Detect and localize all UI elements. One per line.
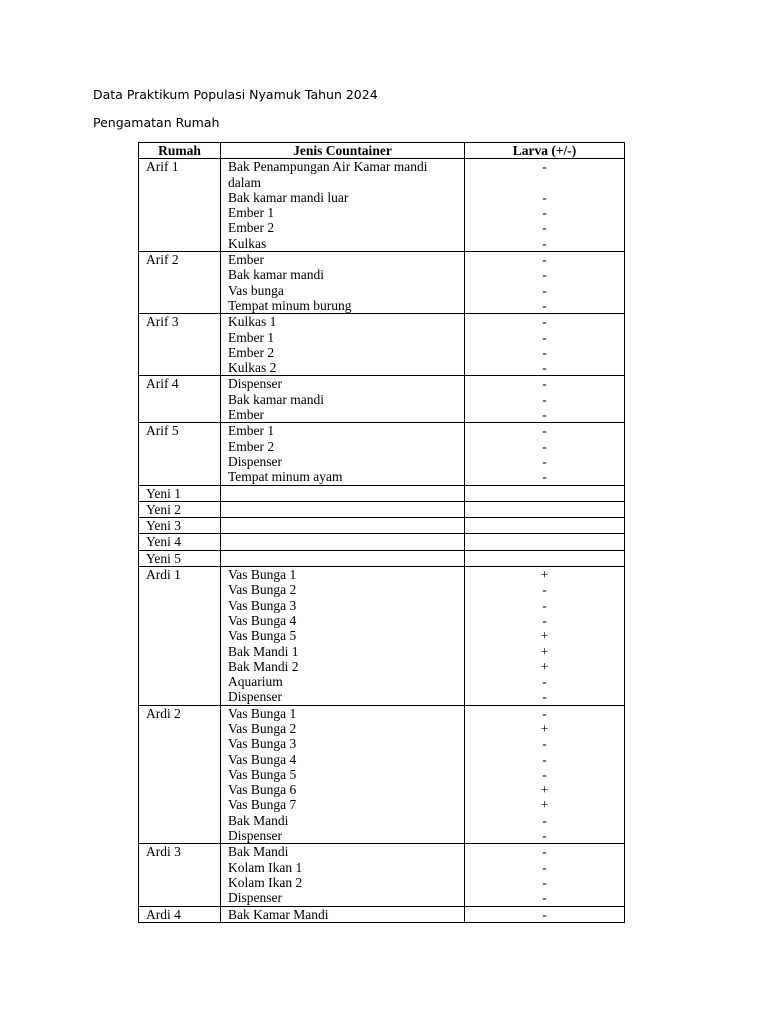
cell-rumah: Yeni 5 xyxy=(139,550,221,566)
larva-value: - xyxy=(542,235,547,251)
cell-containers xyxy=(221,501,465,517)
larva-value: + xyxy=(540,720,549,736)
container-item: Ember xyxy=(228,407,264,423)
larva-value: + xyxy=(540,567,549,583)
larva-value: - xyxy=(542,297,547,313)
cell-larva xyxy=(465,159,625,252)
larva-value: - xyxy=(542,612,547,628)
cell-rumah: Yeni 1 xyxy=(139,485,221,501)
table-row xyxy=(139,534,625,550)
larva-value: - xyxy=(542,828,547,844)
cell-containers xyxy=(221,550,465,566)
container-item: Vas Bunga 4 xyxy=(228,751,297,767)
container-item: Ember 2 xyxy=(228,344,275,360)
container-item: Vas Bunga 5 xyxy=(228,628,297,644)
larva-value: - xyxy=(542,597,547,613)
table-row xyxy=(139,376,625,423)
cell-rumah: Arif 4 xyxy=(139,376,221,423)
larva-value: - xyxy=(542,844,547,860)
container-item: Bak Mandi xyxy=(228,812,289,828)
cell-rumah: Yeni 2 xyxy=(139,501,221,517)
larva-value: - xyxy=(542,766,547,782)
cell-rumah: Ardi 3 xyxy=(139,844,221,906)
table-row xyxy=(139,906,625,922)
larva-value: - xyxy=(542,812,547,828)
larva-value: - xyxy=(542,267,547,283)
larva-value: - xyxy=(542,159,547,175)
larva-value: - xyxy=(542,360,547,376)
container-item: Vas bunga xyxy=(228,282,284,298)
table-row xyxy=(139,518,625,534)
larva-value: - xyxy=(542,407,547,423)
cell-larva xyxy=(465,376,625,423)
header-rumah: Rumah xyxy=(139,143,221,159)
cell-containers xyxy=(221,534,465,550)
larva-value: - xyxy=(542,314,547,330)
container-item: Vas Bunga 4 xyxy=(228,612,297,628)
container-item: Ember 2 xyxy=(228,438,275,454)
table-row xyxy=(139,252,625,314)
table-row xyxy=(139,550,625,566)
container-item: Vas Bunga 3 xyxy=(228,736,297,752)
larva-value: - xyxy=(542,906,547,922)
larva-value: - xyxy=(542,329,547,345)
larva-value: + xyxy=(540,782,549,798)
cell-containers xyxy=(221,252,465,314)
container-item: Kulkas 2 xyxy=(228,360,277,376)
cell-rumah: Yeni 3 xyxy=(139,518,221,534)
container-item: Dispenser xyxy=(228,453,282,469)
container-item: Kulkas xyxy=(228,235,267,251)
container-item: Ember 1 xyxy=(228,205,275,221)
larva-value: - xyxy=(542,582,547,598)
cell-larva xyxy=(465,906,625,922)
container-item: dalam xyxy=(228,174,261,190)
cell-larva xyxy=(465,550,625,566)
container-item: Vas Bunga 5 xyxy=(228,766,297,782)
container-item: Bak Kamar Mandi xyxy=(228,906,329,922)
larva-value: - xyxy=(542,282,547,298)
table-row xyxy=(139,423,625,485)
larva-value: - xyxy=(542,705,547,721)
table-row xyxy=(139,485,625,501)
cell-containers xyxy=(221,376,465,423)
larva-value: - xyxy=(542,220,547,236)
container-item: Bak Mandi 2 xyxy=(228,658,299,674)
table-header-row xyxy=(139,143,625,159)
container-item: Tempat minum burung xyxy=(228,297,352,313)
cell-containers xyxy=(221,485,465,501)
larva-value: + xyxy=(540,643,549,659)
cell-larva xyxy=(465,501,625,517)
container-item: Bak Penampungan Air Kamar mandi xyxy=(228,159,428,175)
larva-value: + xyxy=(540,797,549,813)
larva-value: - xyxy=(542,859,547,875)
section-subtitle: Pengamatan Rumah xyxy=(93,115,220,130)
table-row xyxy=(139,844,625,906)
cell-larva xyxy=(465,567,625,706)
larva-value: - xyxy=(542,453,547,469)
cell-containers xyxy=(221,314,465,376)
container-item: Kolam Ikan 1 xyxy=(228,859,303,875)
table-row xyxy=(139,314,625,376)
cell-rumah: Arif 5 xyxy=(139,423,221,485)
header-larva: Larva (+/-) xyxy=(465,143,625,159)
larva-value: - xyxy=(542,438,547,454)
cell-rumah: Yeni 4 xyxy=(139,534,221,550)
container-item: Tempat minum ayam xyxy=(228,469,343,485)
cell-larva xyxy=(465,518,625,534)
container-item: Bak Mandi 1 xyxy=(228,643,299,659)
table-row xyxy=(139,705,625,844)
container-item: Bak kamar mandi xyxy=(228,267,324,283)
container-item: Vas Bunga 6 xyxy=(228,782,297,798)
container-item: Bak kamar mandi luar xyxy=(228,189,349,205)
container-item: Bak kamar mandi xyxy=(228,391,324,407)
cell-containers xyxy=(221,518,465,534)
larva-value: - xyxy=(542,252,547,268)
container-item: Aquarium xyxy=(228,674,283,690)
larva-value: - xyxy=(542,344,547,360)
larva-value: - xyxy=(542,391,547,407)
container-item: Dispenser xyxy=(228,890,282,906)
larva-value: + xyxy=(540,628,549,644)
cell-rumah: Ardi 1 xyxy=(139,567,221,706)
cell-containers xyxy=(221,705,465,844)
cell-containers xyxy=(221,906,465,922)
cell-containers xyxy=(221,159,465,252)
cell-containers xyxy=(221,567,465,706)
table-row xyxy=(139,159,625,252)
container-item: Ember 2 xyxy=(228,220,275,236)
cell-larva xyxy=(465,844,625,906)
larva-value: - xyxy=(542,736,547,752)
container-item: Ember xyxy=(228,252,264,268)
container-item: Vas Bunga 2 xyxy=(228,720,297,736)
cell-larva xyxy=(465,314,625,376)
larva-value: - xyxy=(542,423,547,439)
container-item: Dispenser xyxy=(228,689,282,705)
cell-larva xyxy=(465,534,625,550)
cell-rumah: Ardi 4 xyxy=(139,906,221,922)
larva-value: - xyxy=(542,674,547,690)
container-item: Vas Bunga 3 xyxy=(228,597,297,613)
table-row xyxy=(139,567,625,706)
cell-rumah: Arif 2 xyxy=(139,252,221,314)
cell-rumah: Arif 1 xyxy=(139,159,221,252)
header-jenis-container: Jenis Countainer xyxy=(221,143,465,159)
table-body xyxy=(139,159,625,923)
table-row xyxy=(139,501,625,517)
larva-value: - xyxy=(542,376,547,392)
cell-containers xyxy=(221,423,465,485)
larva-value: - xyxy=(542,205,547,221)
cell-larva xyxy=(465,485,625,501)
document-title: Data Praktikum Populasi Nyamuk Tahun 2024 xyxy=(93,87,378,102)
larva-value xyxy=(472,175,617,190)
larva-value: - xyxy=(542,189,547,205)
observation-table xyxy=(138,142,625,923)
container-item: Kolam Ikan 2 xyxy=(228,874,303,890)
larva-value: - xyxy=(542,751,547,767)
cell-rumah: Ardi 2 xyxy=(139,705,221,844)
container-item: Kulkas 1 xyxy=(228,314,277,330)
larva-value: - xyxy=(542,890,547,906)
container-item: Vas Bunga 2 xyxy=(228,582,297,598)
larva-value: + xyxy=(540,658,549,674)
container-item: Vas Bunga 1 xyxy=(228,705,297,721)
cell-containers xyxy=(221,844,465,906)
cell-larva xyxy=(465,252,625,314)
container-item: Dispenser xyxy=(228,828,282,844)
larva-value: - xyxy=(542,874,547,890)
larva-value: - xyxy=(542,469,547,485)
container-item: Ember 1 xyxy=(228,423,275,439)
container-item: Vas Bunga 1 xyxy=(228,567,297,583)
cell-larva xyxy=(465,423,625,485)
cell-larva xyxy=(465,705,625,844)
larva-value: - xyxy=(542,689,547,705)
cell-rumah: Arif 3 xyxy=(139,314,221,376)
container-item: Bak Mandi xyxy=(228,844,289,860)
container-item: Vas Bunga 7 xyxy=(228,797,297,813)
container-item: Ember 1 xyxy=(228,329,275,345)
container-item: Dispenser xyxy=(228,376,282,392)
